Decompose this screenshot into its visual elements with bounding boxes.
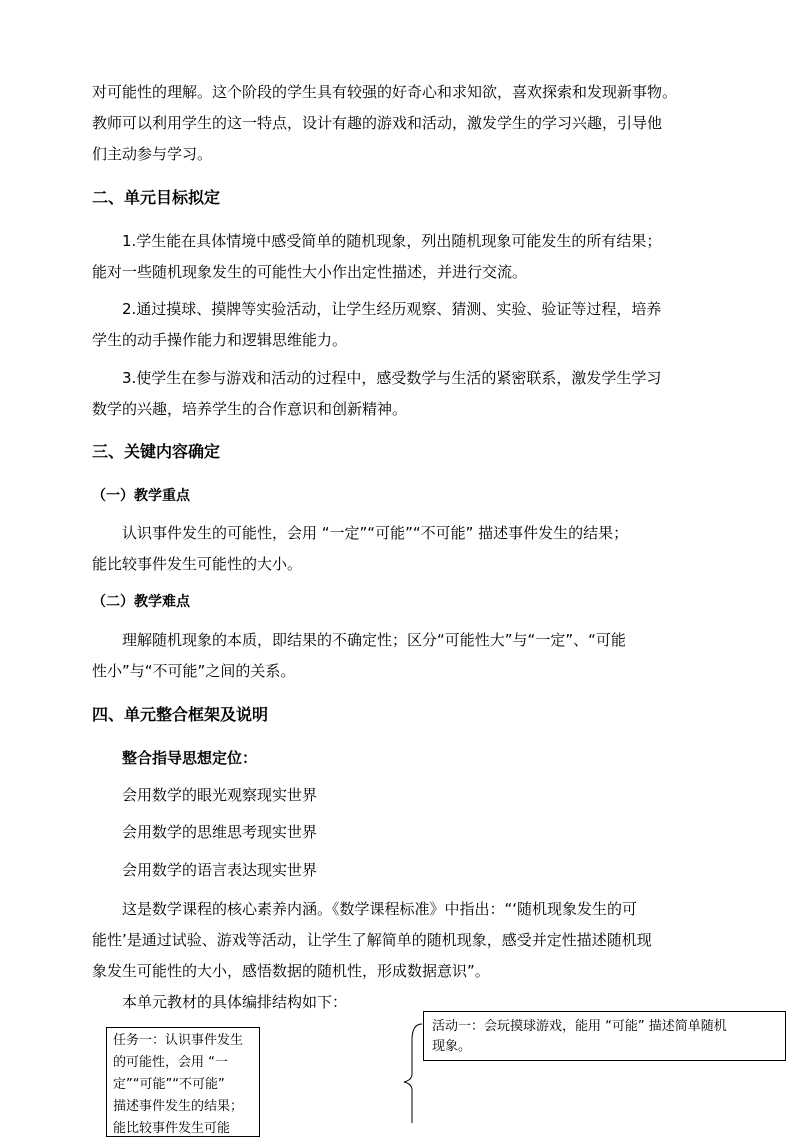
difficulties-line-2: 性小”与“不可能”之间的关系。 (92, 662, 296, 680)
task-1-line-1: 任务一：认识事件发生 (113, 1033, 244, 1048)
subheading-difficulties: （二）教学难点 (92, 594, 190, 610)
task-1-line-3: 定”“可能”“不可能” (113, 1077, 225, 1092)
guide-item-1: 会用数学的眼光观察现实世界 (122, 786, 318, 804)
goal-2-line-1: 2.通过摸球、摸牌等实验活动，让学生经历观察、猜测、实验、验证等过程，培养 (122, 300, 662, 318)
para1-line-3: 象发生可能性的大小，感悟数据的随机性，形成数据意识”。 (92, 962, 490, 980)
intro-line-2: 教师可以利用学生的这一特点，设计有趣的游戏和活动，激发学生的学习兴趣，引导他 (92, 114, 663, 132)
subheading-key-points: （一）教学重点 (92, 488, 190, 504)
goal-1-line-1: 1.学生能在具体情境中感受简单的随机现象，列出随机现象可能发生的所有结果； (122, 232, 662, 250)
key-points-line-2: 能比较事件发生可能性的大小。 (92, 555, 303, 573)
goal-1-line-2: 能对一些随机现象发生的可能性大小作出定性描述，并进行交流。 (92, 263, 528, 281)
task-1-line-2: 的可能性，会用 “一 (113, 1055, 228, 1070)
section-heading-goals: 二、单元目标拟定 (92, 188, 221, 207)
task-1-line-4: 描述事件发生的结果； (113, 1099, 244, 1114)
guide-item-2: 会用数学的思维思考现实世界 (122, 823, 318, 841)
para1-line-2: 能性’是通过试验、游戏等活动，让学生了解简单的随机现象，感受并定性描述随机现 (92, 931, 652, 949)
para1-line-1: 这是数学课程的核心素养内涵。《数学课程标准》中指出：“‘随机现象发生的可 (122, 900, 638, 918)
guide-item-3: 会用数学的语言表达现实世界 (122, 861, 318, 879)
key-points-line-1: 认识事件发生的可能性，会用 “一定”“可能”“不可能” 描述事件发生的结果； (122, 524, 629, 542)
activity-1-line-2: 现象。 (432, 1039, 472, 1054)
activity-1-line-1: 活动一：会玩摸球游戏，能用 “可能” 描述简单随机 (432, 1019, 727, 1034)
goal-3-line-1: 3.使学生在参与游戏和活动的过程中，感受数学与生活的紧密联系，激发学生学习 (122, 369, 662, 387)
goal-3-line-2: 数学的兴趣，培养学生的合作意识和创新精神。 (92, 400, 408, 418)
para2: 本单元教材的具体编排结构如下： (122, 993, 348, 1011)
task-1-box (106, 1027, 260, 1137)
activity-1-box (423, 1011, 786, 1061)
difficulties-line-1: 理解随机现象的本质，即结果的不确定性；区分“可能性大”与“一定”、“可能 (122, 631, 626, 649)
goal-2-line-2: 学生的动手操作能力和逻辑思维能力。 (92, 331, 348, 349)
task-1-line-5: 能比较事件发生可能 (113, 1121, 231, 1136)
guide-heading: 整合指导思想定位： (122, 749, 258, 767)
intro-line-1: 对可能性的理解。这个阶段的学生具有较强的好奇心和求知欲，喜欢探索和发现新事物。 (92, 83, 678, 101)
section-heading-key-content: 三、关键内容确定 (92, 442, 221, 461)
intro-line-3: 们主动参与学习。 (92, 145, 213, 163)
section-heading-framework: 四、单元整合框架及说明 (92, 705, 269, 724)
